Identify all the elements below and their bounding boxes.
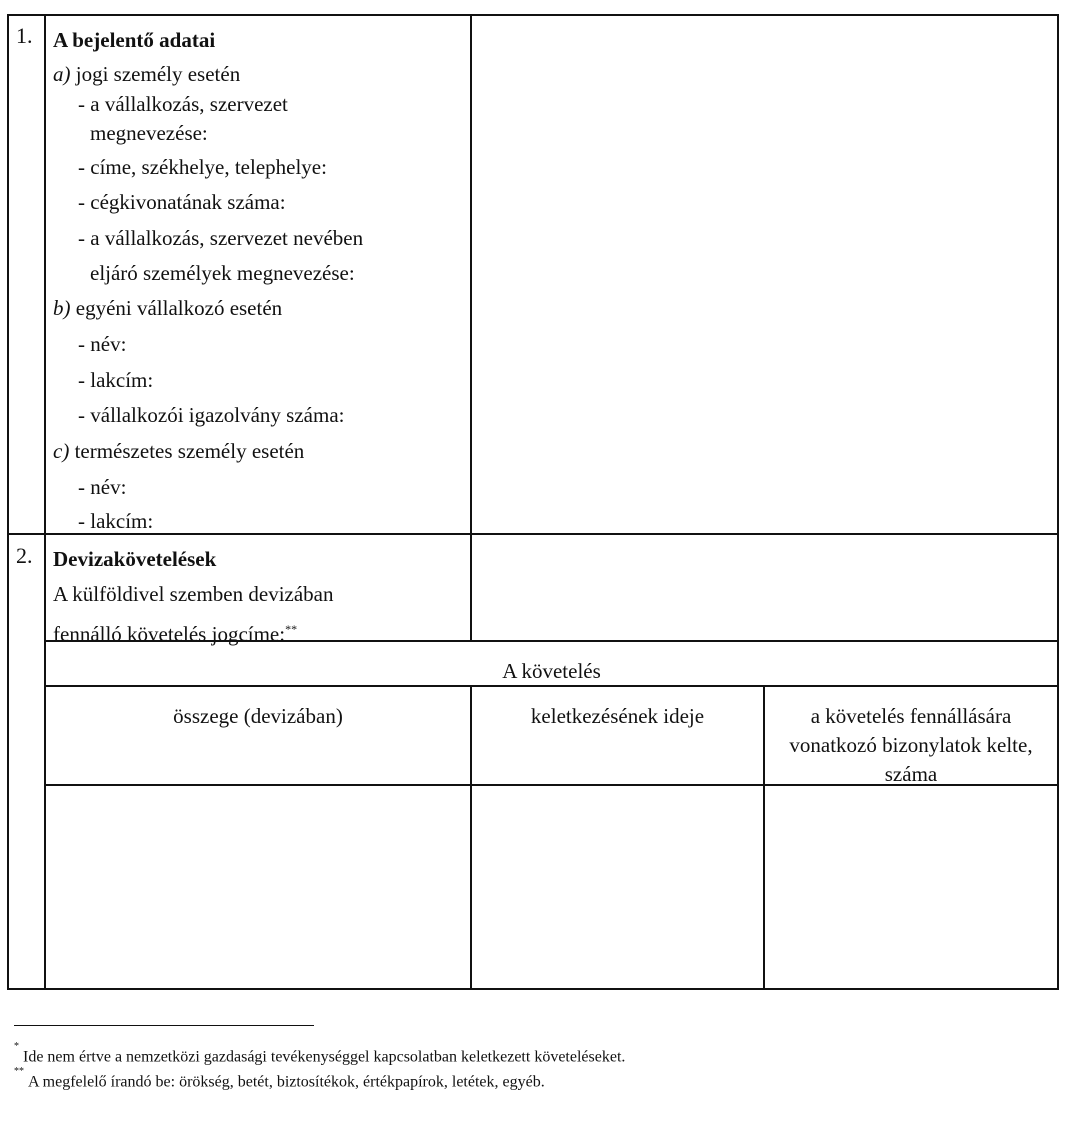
date-entry-cell[interactable] (472, 786, 763, 988)
section-2-line-2 (53, 617, 297, 646)
claim-group-header: A követelés (502, 659, 601, 683)
section-2-number: 2. (16, 543, 33, 568)
group-header-divider (44, 685, 1059, 687)
col-header-amount: összege (devizában) (173, 704, 343, 728)
item-a-line-6: eljáró személyek megnevezése: (90, 261, 355, 285)
footnote-1-mark: * (14, 1041, 19, 1052)
item-a-line-4: - cégkivonatának száma: (78, 190, 286, 214)
table-border-bottom (7, 988, 1059, 990)
item-c-label: természetes személy esetén (69, 439, 305, 463)
col-header-documents: a követelés fennállására vonatkozó bizonylatok kelte, száma (789, 704, 1033, 786)
section-2-line-1: A külföldivel szemben devizában (53, 582, 334, 606)
footnote-1-text: Ide nem értve a nemzetközi gazdasági tevékenységgel kapcsolatban keletkezett követeléseket. (23, 1048, 626, 1066)
claim-title-entry-field[interactable] (472, 535, 1057, 640)
footnote-2-text: A megfelelő írandó be: örökség, betét, biztosítékok, értékpapírok, letétek, egyéb. (28, 1073, 545, 1091)
item-a-line-1: - a vállalkozás, szervezet (78, 92, 288, 116)
item-b-marker: b) (53, 296, 71, 320)
section-2-title: Devizakövetelések (53, 547, 217, 571)
documents-entry-cell[interactable] (765, 786, 1057, 988)
section-1-number: 1. (16, 23, 33, 48)
amount-entry-cell[interactable] (46, 786, 470, 988)
item-b-line-2: - lakcím: (78, 368, 154, 392)
item-b-line-1: - név: (78, 332, 127, 356)
item-a-line-3: - címe, székhelye, telephelye: (78, 155, 327, 179)
item-b-line-3: - vállalkozói igazolvány száma: (78, 403, 345, 427)
item-a-marker: a) (53, 62, 71, 86)
col-header-date: keletkezésének ideje (530, 704, 705, 728)
section-2-line-2-text: fennálló követelés jogcíme: (53, 622, 286, 646)
item-a-heading (53, 62, 240, 86)
footnote-separator (14, 1025, 314, 1026)
table-border-right (1057, 14, 1059, 989)
item-c-marker: c) (53, 439, 70, 463)
item-b-heading (53, 296, 282, 320)
footnote-1 (14, 1043, 625, 1067)
item-a-line-5: - a vállalkozás, szervezet nevében (78, 226, 364, 250)
item-a-label: jogi személy esetén (70, 62, 241, 86)
footnote-2-mark: ** (14, 1066, 24, 1077)
table-border-left (7, 14, 9, 990)
section-1-title: A bejelentő adatai (53, 28, 216, 52)
item-a-line-2: megnevezése: (90, 121, 208, 145)
item-c-line-2: - lakcím: (78, 509, 154, 533)
item-c-heading (53, 439, 304, 463)
footnote-ref-mark: ** (285, 622, 298, 636)
footnote-2 (14, 1068, 545, 1092)
item-c-line-1: - név: (78, 475, 127, 499)
item-b-label: egyéni vállalkozó esetén (70, 296, 283, 320)
section-1-entry-field[interactable] (472, 16, 1057, 533)
